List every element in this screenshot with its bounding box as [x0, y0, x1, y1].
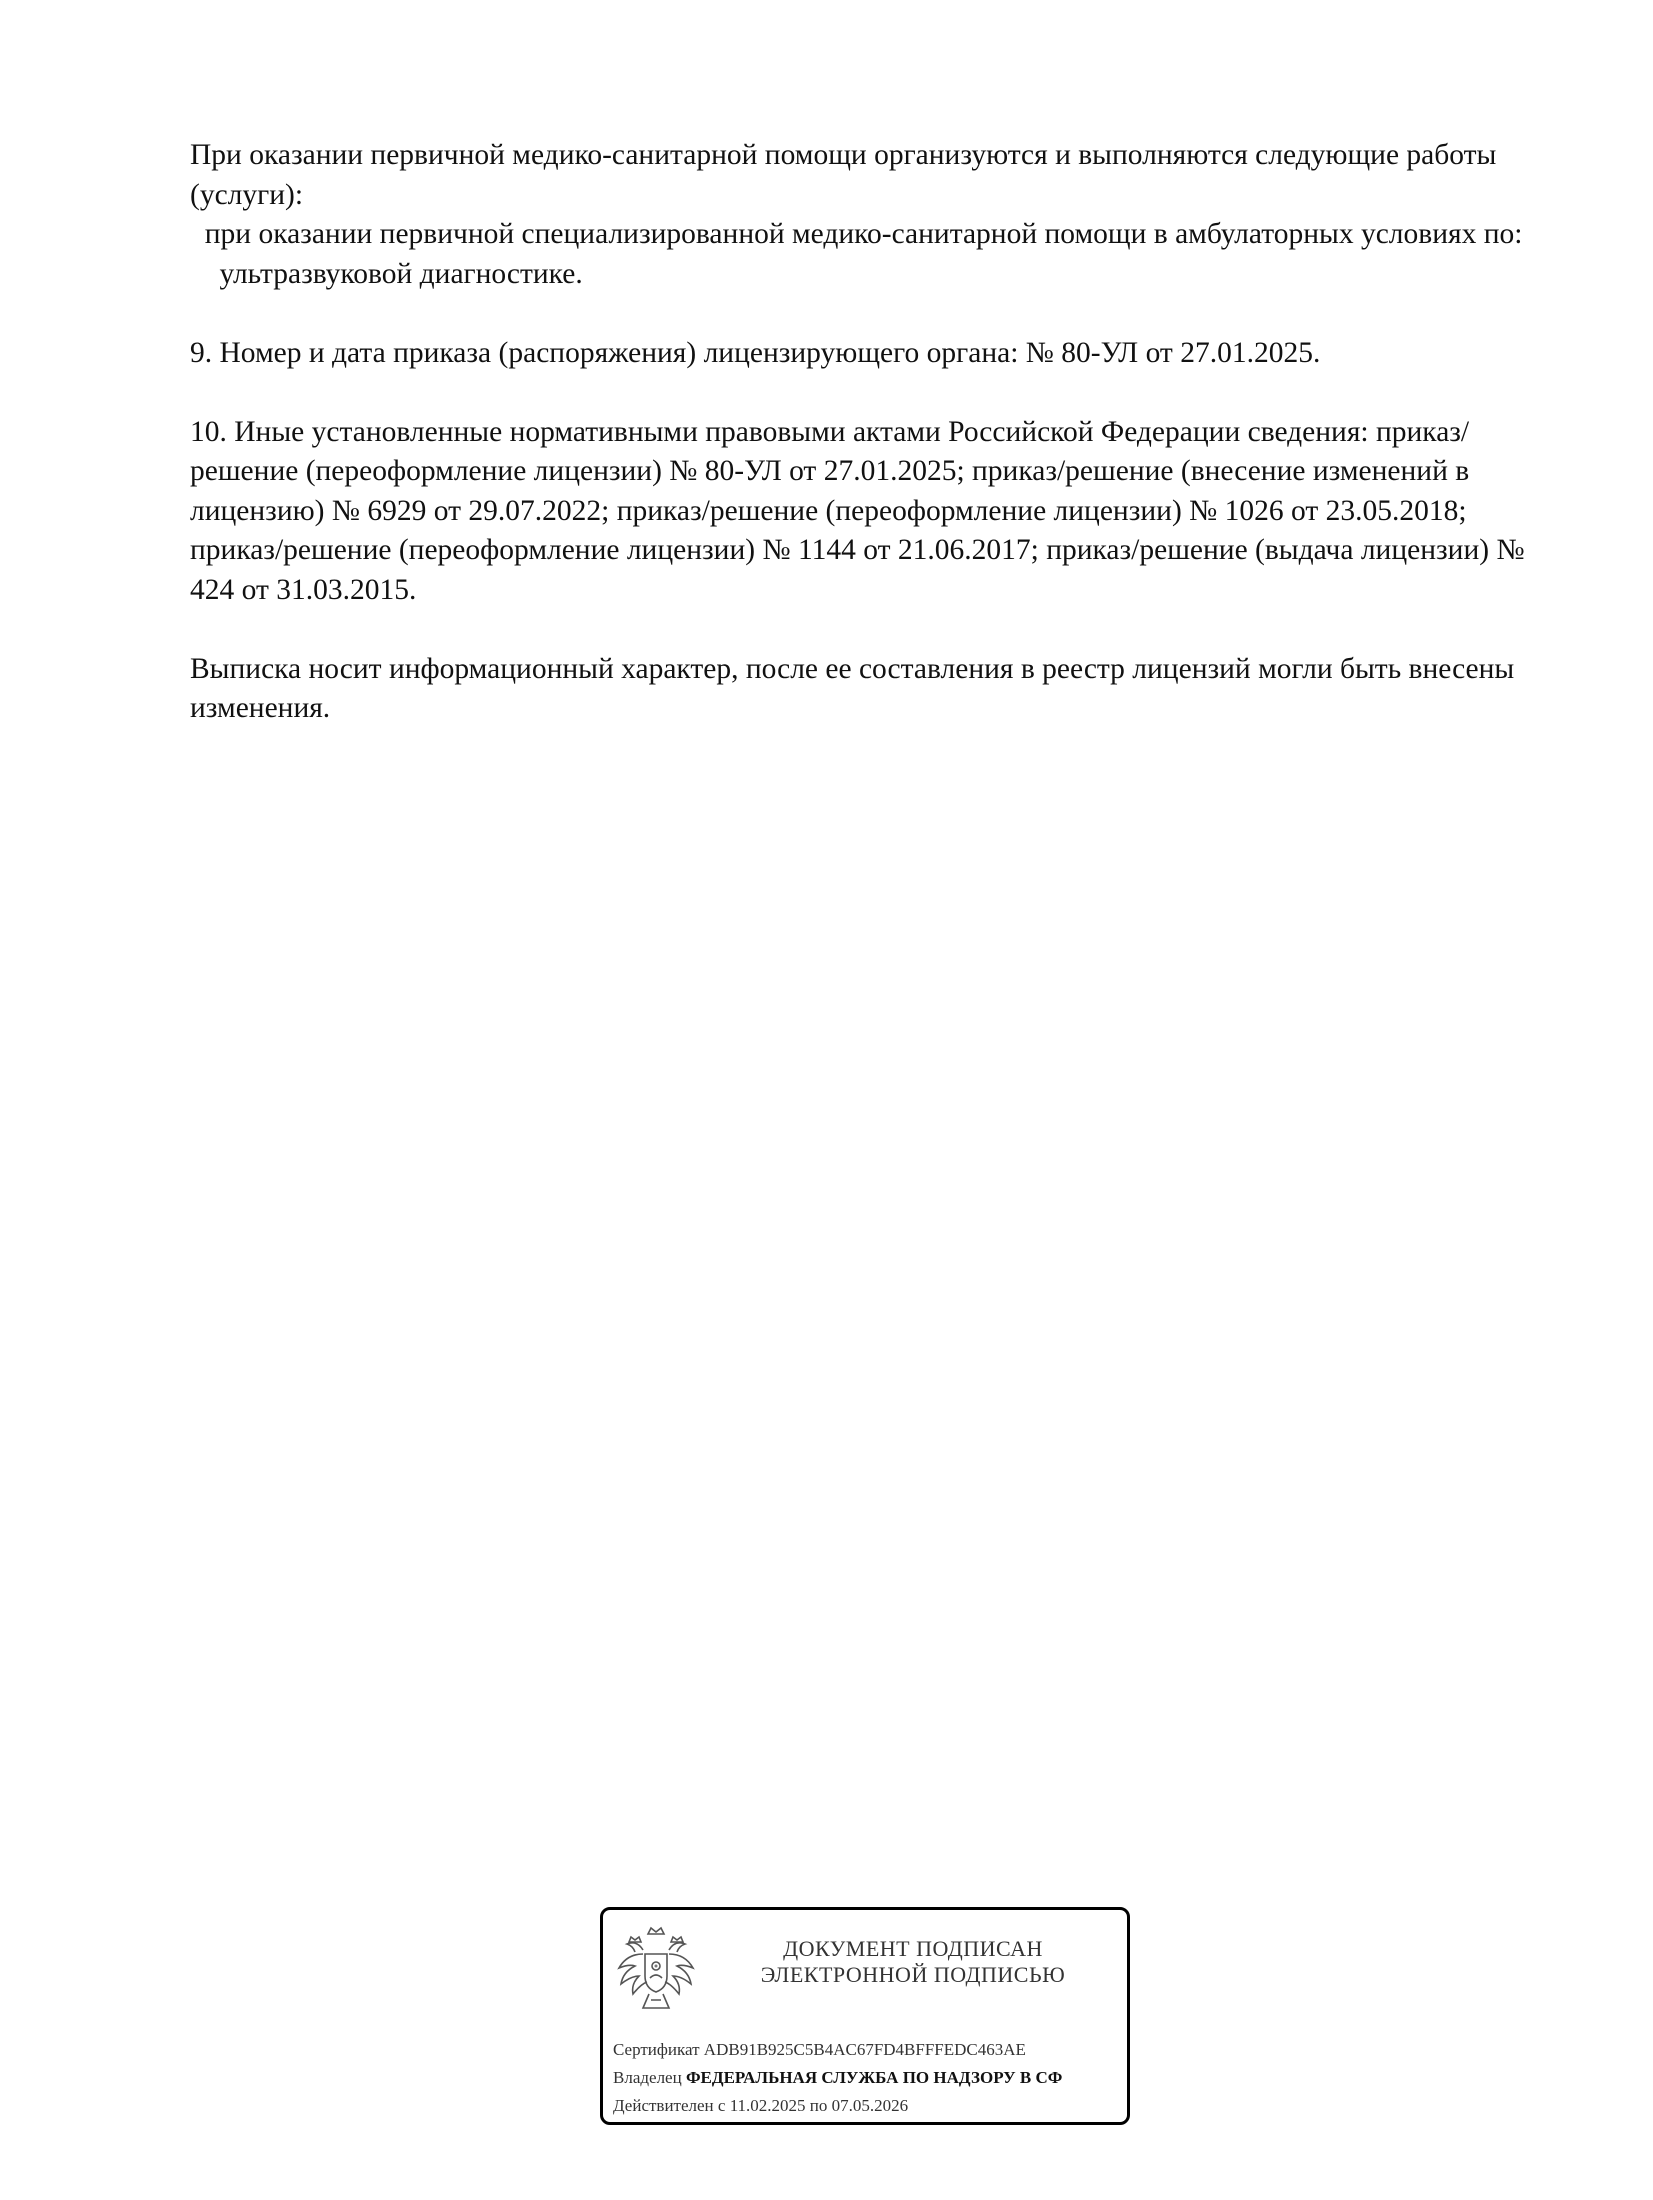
- services-subitem-paragraph: при оказании первичной специализированной медико-санитарной помощи в амбулаторных условиях по:: [190, 218, 1523, 250]
- document-body: [190, 136, 1550, 729]
- paragraph-spacer: [190, 294, 1550, 334]
- services-detail-paragraph: ультразвуковой диагностике.: [190, 257, 583, 290]
- russian-coat-of-arms-icon: [615, 1920, 697, 2018]
- disclaimer-paragraph: Выписка носит информационный характер, после ее составления в реестр лицензий могли быть внесены изменения.: [190, 652, 1522, 724]
- paragraph-spacer: [190, 373, 1550, 413]
- electronic-signature-stamp: [600, 1907, 1130, 2125]
- owner-value: ФЕДЕРАЛЬНАЯ СЛУЖБА ПО НАДЗОРУ В СФ: [685, 2068, 1063, 2087]
- owner-label: Владелец: [613, 2068, 682, 2087]
- stamp-title-line2: ЭЛЕКТРОННОЙ ПОДПИСЬЮ: [760, 1962, 1066, 1987]
- stamp-owner-line: [613, 2068, 1062, 2088]
- certificate-label: Сертификат: [613, 2040, 700, 2059]
- stamp-validity-line: Действителен с 11.02.2025 по 07.05.2026: [613, 2096, 909, 2115]
- paragraph-spacer: [190, 610, 1550, 650]
- certificate-value: ADB91B925C5B4AC67FD4BFFFEDC463AE: [703, 2040, 1026, 2059]
- other-info-paragraph: 10. Иные установленные нормативными правовыми актами Российской Федерации сведения: приказ/решение (переоформление лицензии) № 80-УЛ от 27.01.2025; приказ/решение (внесение изменений в лицензию) № 6929 от 29.07.2022; приказ/решение (переоформление лицензии) № 1026 от 23.05.2018; приказ/решение (переоформление лицензии) № 1144 от 21.06.2017; приказ/решение (выдача лицензии) № 424 от 31.03.2015.: [190, 415, 1532, 606]
- stamp-certificate-line: [613, 2040, 1026, 2060]
- services-intro-paragraph: При оказании первичной медико-санитарной помощи организуются и выполняются следующие работы (услуги):: [190, 139, 1504, 211]
- stamp-title-line1: ДОКУМЕНТ ПОДПИСАН: [783, 1936, 1043, 1961]
- order-number-paragraph: 9. Номер и дата приказа (распоряжения) лицензирующего органа: № 80-УЛ от 27.01.2025.: [190, 336, 1321, 369]
